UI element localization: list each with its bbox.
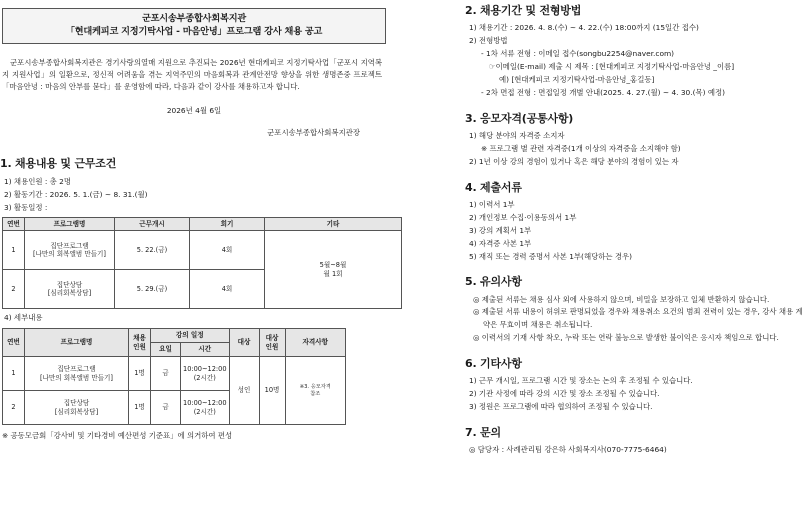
th-program: 프로그램명 (25, 218, 115, 231)
budget-footnote: ※ 공동모금회「강사비 및 기타경비 예산편성 기준표」에 의거하여 편성 (2, 431, 233, 441)
cell-hire: 1명 (129, 357, 151, 391)
program-name: 집단프로그램 (57, 365, 96, 374)
cell-program (25, 231, 115, 270)
qual-line2: 참조 (310, 390, 321, 397)
caution-item: ◎ 제출된 서류는 채용 심사 외에 사용하지 않으며, 비밀을 보장하고 일체 반환하지 않습니다. (473, 294, 770, 304)
cell-no: 2 (3, 391, 25, 425)
th-count (259, 329, 285, 357)
cell-day: 금 (151, 357, 181, 391)
cell-no: 1 (3, 231, 25, 270)
notice-title: 「현대케피코 지정기탁사업 - 마음안녕」프로그램 강사 채용 공고 (65, 26, 323, 38)
left-column (0, 8, 388, 442)
th-schedule: 강의 일정 (151, 329, 230, 343)
program-subname: [심리회복상담] (47, 289, 92, 298)
th-target: 대상 (229, 329, 259, 357)
activity-schedule-label: 3) 활동일정 : (4, 202, 48, 212)
program-name: 집단프로그램 (50, 241, 89, 250)
cell-time (181, 357, 230, 391)
cell-day: 금 (151, 391, 181, 425)
section-7-title: 7. 문의 (465, 426, 501, 440)
table-row (3, 231, 402, 270)
document-item: 2) 개인정보 수집·이용동의서 1부 (469, 212, 577, 222)
document-screening: - 1차 서류 전형 : 이메일 접수(songbu2254@naver.com) (481, 48, 675, 58)
th-detail-program: 프로그램명 (25, 329, 129, 357)
other-item: 3) 정원은 프로그램에 따라 협의하여 조정될 수 있습니다. (469, 402, 653, 412)
schedule-table (2, 217, 402, 309)
program-name: 집단상담 (63, 399, 90, 408)
program-subname: [나만의 회복앨범 만들기] (39, 373, 114, 382)
cell-start: 5. 29.(금) (115, 270, 190, 309)
th-start: 근무개시 (115, 218, 190, 231)
cell-sessions: 4회 (190, 270, 265, 309)
detail-table (2, 328, 346, 425)
section-5-title: 5. 유의사항 (465, 275, 522, 289)
right-column (465, 2, 803, 457)
qualification-note: ※ 프로그램 별 관련 자격증(1개 이상의 자격증을 소지해야 함) (481, 143, 681, 153)
cell-etc (265, 231, 402, 309)
hiring-period: 1) 채용기간 : 2026. 4. 8.(수) ~ 4. 22.(수) 18:00까지 (15일간 접수) (469, 23, 699, 33)
time-range: 10:00~12:00 (183, 399, 227, 408)
cell-qual (285, 357, 345, 425)
time-range: 10:00~12:00 (183, 365, 227, 374)
program-name: 집단상담 (56, 280, 83, 289)
org-title: 군포시송부종합사회복지관 (141, 13, 247, 24)
other-item: 1) 근무 개시일, 프로그램 시간 및 장소는 논의 후 조정될 수 있습니다. (469, 376, 693, 386)
th-hire-line2: 인원 (133, 342, 146, 351)
cell-time (181, 391, 230, 425)
contact-info: ◎ 담당자 : 사례관리팀 강은하 사회복지사(070-7775-6464) (469, 445, 667, 455)
cell-program (25, 270, 115, 309)
th-detail-no: 연번 (3, 329, 25, 357)
email-subject-example: 예) [현대케피코 지정기탁사업-마음안녕_홍길동] (499, 74, 655, 84)
cell-sessions: 4회 (190, 231, 265, 270)
activity-period: 2) 활동기간 : 2026. 5. 1.(금) ~ 8. 31.(월) (4, 189, 148, 199)
notice-date: 2026년 4월 6일 (166, 105, 222, 115)
section-1-title: 1. 채용내용 및 근무조건 (0, 156, 117, 170)
intro-paragraph: 군포시송부종합사회복지관은 경기사랑의열매 지원으로 추진되는 2026년 현대케피코 지정기탁사업「군포시 지역복지 지원사업」의 일환으로, 정신적 어려움을 겪는 지역주민의 마음회복과 관계안전망 향상을 위한 생명존중 프로젝트「마음안녕 : 마음의 안부를 묻다」를 운영함에 따라, 다음과 같이 강사를 채용하고자 합니다. (2, 57, 382, 91)
section-3-title: 3. 응모자격(공통사항) (465, 111, 574, 125)
cell-count: 10명 (259, 357, 285, 425)
time-duration: (2시간) (193, 373, 216, 382)
document-item: 5) 재직 또는 경력 증명서 사본 1부(해당하는 경우) (469, 251, 633, 261)
cell-program (25, 391, 129, 425)
program-subname: [심리회복상담] (54, 407, 99, 416)
th-hire-line1: 채용 (133, 334, 146, 343)
caution-item: ◎ 제출된 서류 내용이 허위로 판명되었을 경우와 채용취소 요건의 범죄 전력이 있는 경우, 강사 채용 계약은 무효이며 채용은 취소됩니다. (473, 307, 803, 330)
document-item: 3) 강의 계획서 1부 (469, 225, 532, 235)
cell-start: 5. 22.(금) (115, 231, 190, 270)
hiring-count: 1) 채용인원 : 총 2명 (4, 176, 72, 186)
table-row (3, 357, 346, 391)
th-etc: 기타 (265, 218, 402, 231)
document-item: 4) 자격증 사본 1부 (469, 238, 532, 248)
caution-item: ◎ 이력서의 기재 사항 착오, 누락 또는 연락 불능으로 발생한 불이익은 응시자 책임으로 합니다. (473, 333, 779, 343)
th-time: 시간 (181, 343, 230, 357)
time-duration: (2시간) (193, 407, 216, 416)
th-day: 요일 (151, 343, 181, 357)
detail-label: 4) 세부내용 (4, 313, 43, 323)
qualification-2: 2) 1년 이상 강의 경험이 있거나 혹은 해당 분야의 경험이 있는 자 (469, 156, 679, 166)
document-item: 1) 이력서 1부 (469, 199, 515, 209)
th-sessions: 회기 (190, 218, 265, 231)
th-no: 연번 (3, 218, 25, 231)
th-hire (129, 329, 151, 357)
etc-months: 5월~8월 (319, 261, 347, 270)
cell-hire: 1명 (129, 391, 151, 425)
etc-frequency: 월 1회 (323, 269, 343, 278)
qualification-1: 1) 해당 분야의 자격증 소지자 (469, 130, 565, 140)
section-4-title: 4. 제출서류 (465, 180, 522, 194)
interview-screening: - 2차 면접 전형 : 면접일정 개별 안내(2025. 4. 27.(월) ~ 4. 30.(목) 예정) (481, 87, 726, 97)
notice-title-box (2, 8, 386, 44)
cell-program (25, 357, 129, 391)
other-item: 2) 기관 사정에 따라 강의 시간 및 장소 조정될 수 있습니다. (469, 389, 660, 399)
program-subname: [나만의 회복앨범 만들기] (32, 250, 107, 259)
section-2-title: 2. 채용기간 및 전형방법 (465, 4, 582, 17)
th-count-line2: 인원 (265, 342, 279, 351)
cell-target: 성인 (229, 357, 259, 425)
th-qual: 자격사항 (285, 329, 345, 357)
qual-line1: ※3. 응모자격 (299, 384, 331, 391)
email-subject-rule: ☞이메일(E-mail) 제출 시 제목 : [현대케피코 지정기탁사업-마음안녕 _이름] (489, 61, 735, 71)
section-6-title: 6. 기타사항 (465, 357, 522, 371)
selection-method-label: 2) 전형방법 (469, 36, 508, 45)
cell-no: 2 (3, 270, 25, 309)
org-signature: 군포시송부종합사회복지관장 (267, 128, 360, 138)
cell-no: 1 (3, 357, 25, 391)
th-count-line1: 대상 (265, 334, 279, 343)
